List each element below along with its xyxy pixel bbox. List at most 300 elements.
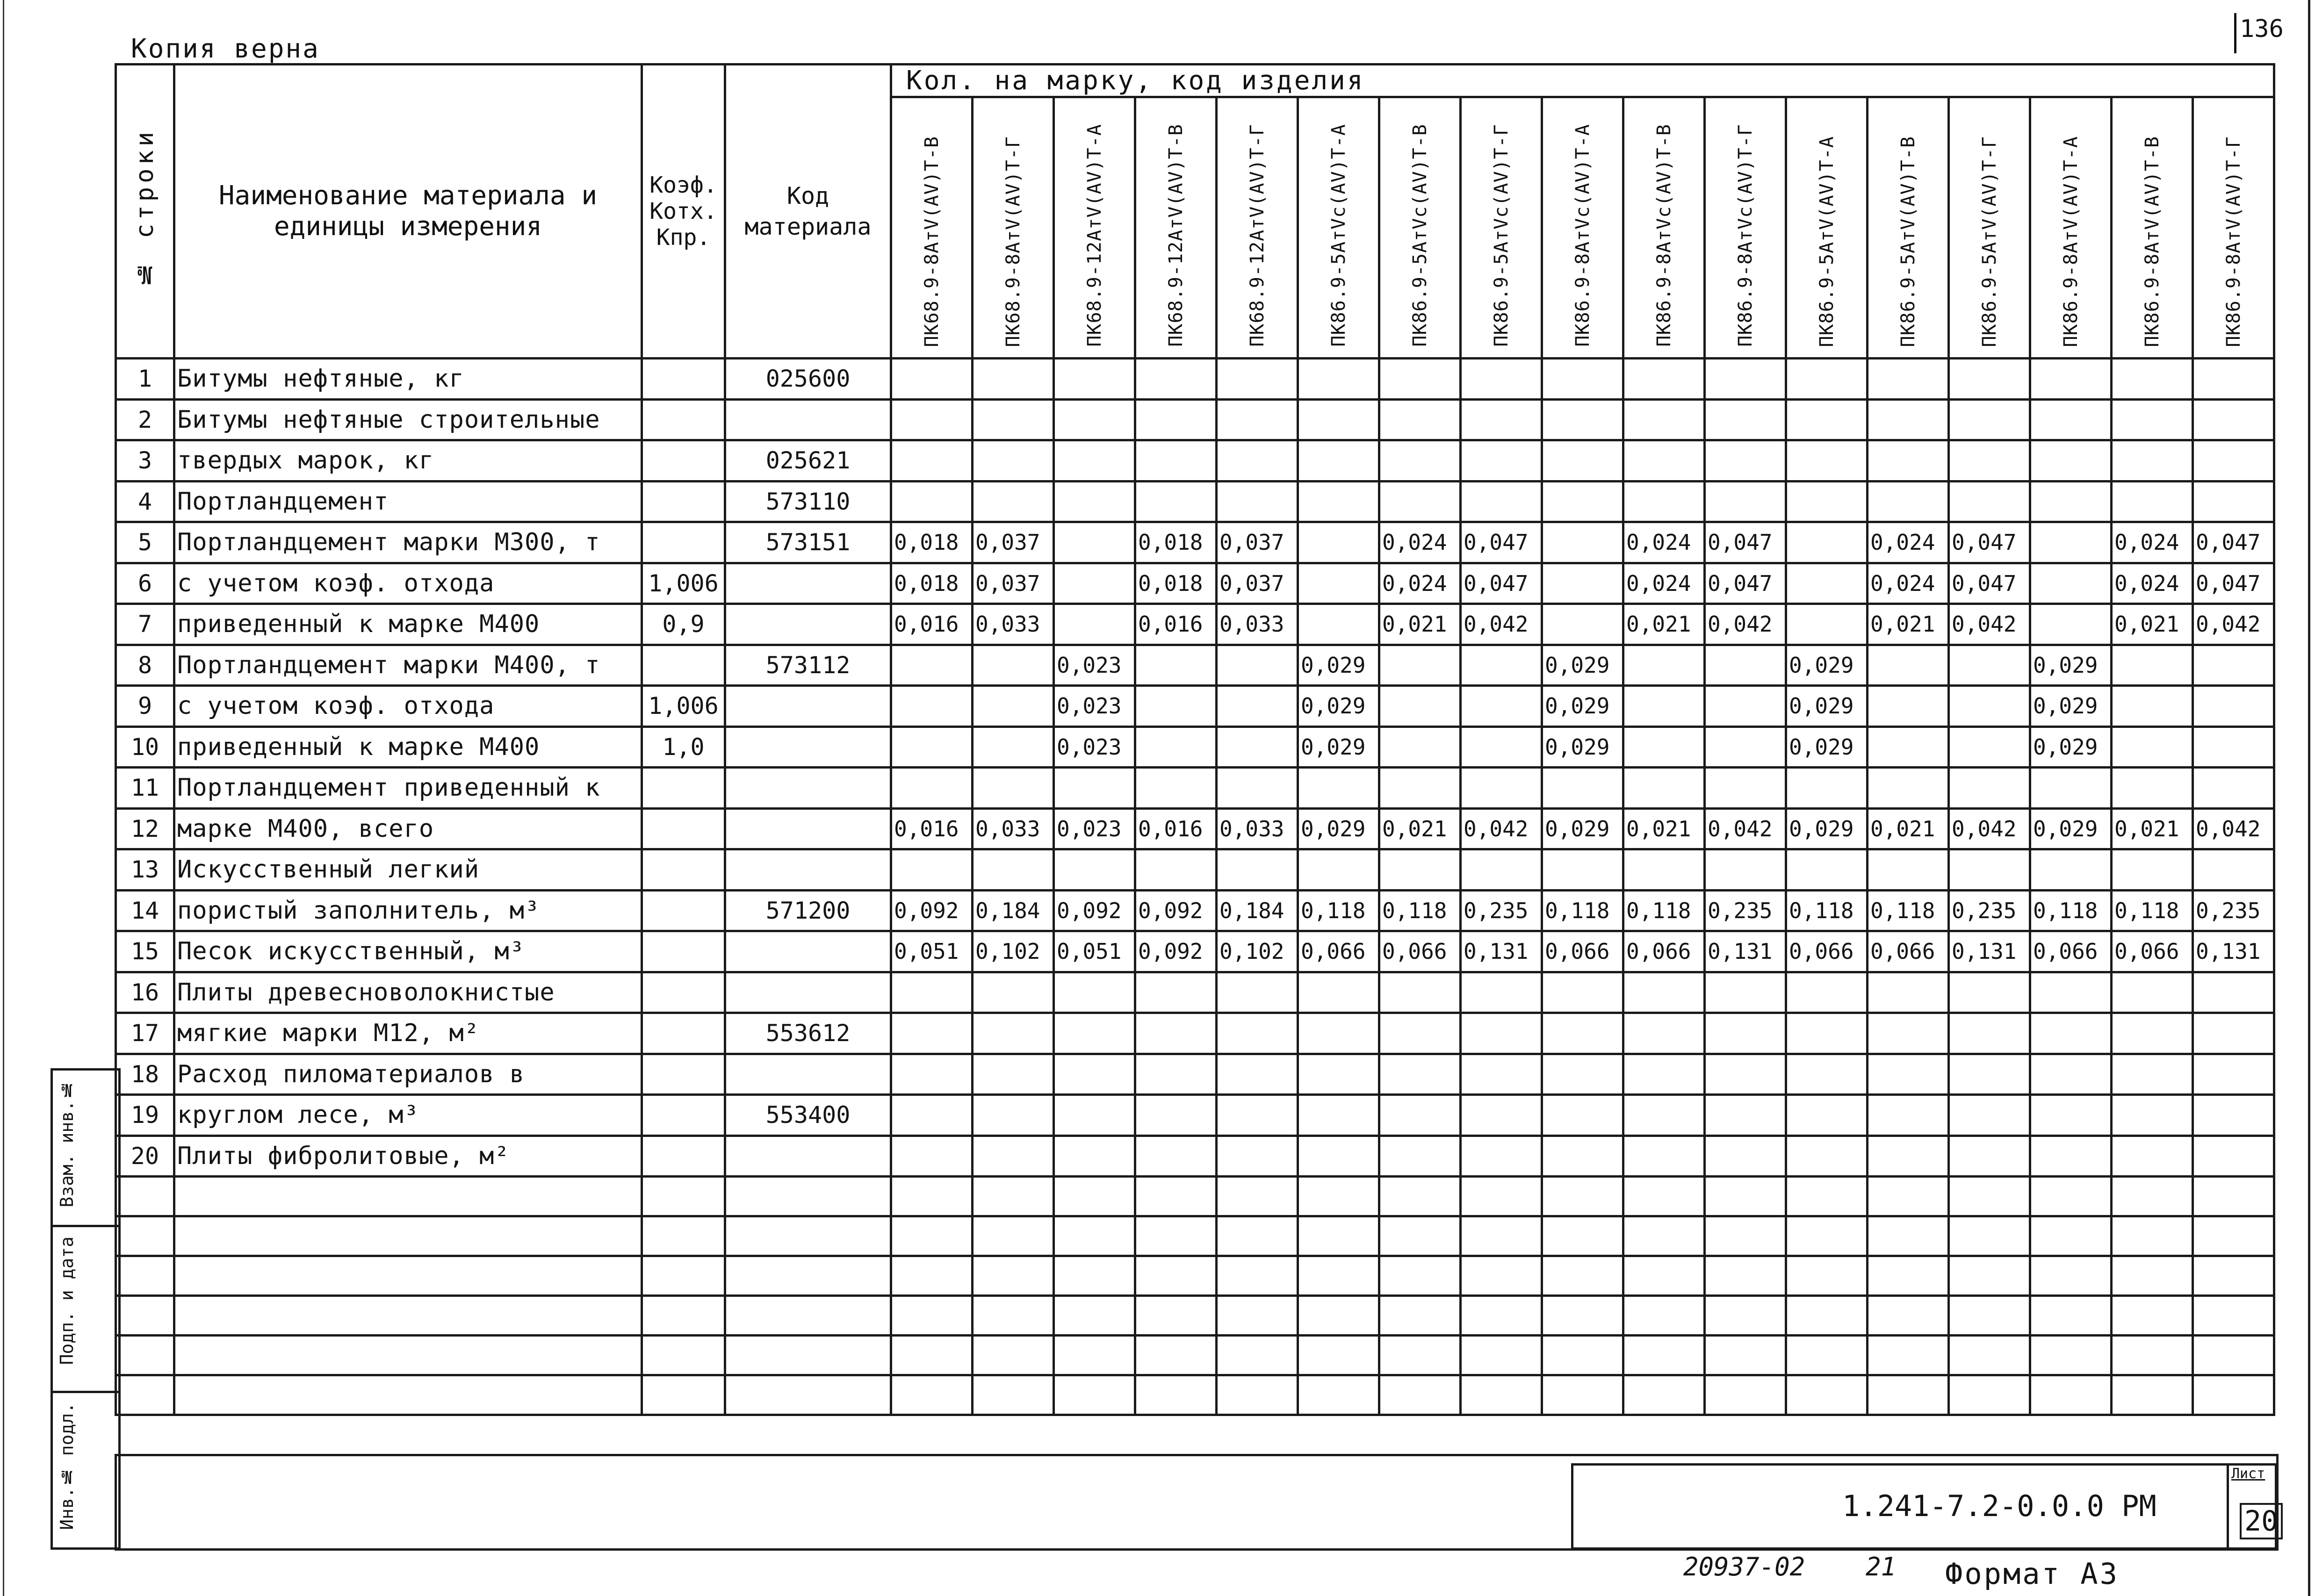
- quantity-cell: [1461, 1013, 1542, 1054]
- header-product-10: ПК86.9-8АтVc(AV)Т-В: [1623, 97, 1705, 359]
- header-quantity-per-product: Кол. на марку, код изделия: [891, 65, 2274, 97]
- quantity-cell: 0,029: [1298, 645, 1379, 686]
- quantity-cell: [973, 686, 1054, 727]
- quantity-cell: [891, 768, 973, 809]
- quantity-cell: [973, 1095, 1054, 1136]
- row-number: 8: [116, 645, 174, 686]
- quantity-cell: [1298, 440, 1379, 482]
- coefficient: [642, 849, 725, 891]
- quantity-cell: [973, 1054, 1054, 1095]
- quantity-cell: [891, 1136, 973, 1177]
- material-code: 553612: [725, 1013, 891, 1054]
- empty-cell: [1542, 1375, 1623, 1415]
- empty-table-row: [116, 1375, 2274, 1415]
- quantity-cell: [1705, 849, 1786, 891]
- quantity-cell: [973, 1013, 1054, 1054]
- quantity-cell: [2030, 440, 2112, 482]
- quantity-cell: [1135, 440, 1217, 482]
- quantity-cell: [1461, 1095, 1542, 1136]
- quantity-cell: [2030, 849, 2112, 891]
- empty-cell: [1542, 1216, 1623, 1256]
- empty-cell: [642, 1336, 725, 1375]
- quantity-cell: 0,051: [1054, 931, 1135, 972]
- empty-table-row: [116, 1336, 2274, 1375]
- row-number: 10: [116, 726, 174, 768]
- header-row-number: № строки: [116, 65, 174, 359]
- quantity-cell: [1298, 522, 1379, 563]
- quantity-cell: [1705, 440, 1786, 482]
- quantity-cell: 0,021: [2112, 604, 2193, 645]
- empty-cell: [1379, 1336, 1461, 1375]
- empty-cell: [642, 1375, 725, 1415]
- coefficient: [642, 972, 725, 1013]
- empty-cell: [1542, 1296, 1623, 1336]
- quantity-cell: [1379, 1054, 1461, 1095]
- table-row: [116, 645, 2274, 686]
- empty-cell: [642, 1296, 725, 1336]
- page-number: 136: [2240, 15, 2284, 43]
- empty-cell: [2193, 1177, 2274, 1216]
- material-code: 573110: [725, 481, 891, 522]
- material-name: Портландцемент приведенный к: [174, 768, 642, 809]
- quantity-cell: [1054, 563, 1135, 604]
- empty-cell: [116, 1256, 174, 1296]
- empty-cell: [1949, 1216, 2030, 1256]
- quantity-cell: [2193, 1136, 2274, 1177]
- material-code: [725, 686, 891, 727]
- empty-cell: [174, 1336, 642, 1375]
- quantity-cell: 0,131: [1949, 931, 2030, 972]
- quantity-cell: 0,033: [973, 604, 1054, 645]
- quantity-cell: [2112, 686, 2193, 727]
- row-number: 6: [116, 563, 174, 604]
- quantity-cell: [1949, 359, 2030, 400]
- quantity-cell: [2030, 1136, 2112, 1177]
- header-product-17: ПК86.9-8АтV(AV)Т-Г: [2193, 97, 2274, 359]
- row-number: 17: [116, 1013, 174, 1054]
- empty-cell: [1461, 1296, 1542, 1336]
- empty-cell: [1054, 1296, 1135, 1336]
- quantity-cell: [2112, 1095, 2193, 1136]
- material-name: Битумы нефтяные строительные: [174, 399, 642, 440]
- material-code: 573151: [725, 522, 891, 563]
- material-name: Битумы нефтяные, кг: [174, 359, 642, 400]
- quantity-cell: 0,118: [1542, 890, 1623, 931]
- quantity-cell: [1786, 1095, 1868, 1136]
- quantity-cell: [1054, 522, 1135, 563]
- quantity-cell: [1542, 768, 1623, 809]
- material-name: Портландцемент марки М300, т: [174, 522, 642, 563]
- quantity-cell: [973, 481, 1054, 522]
- empty-cell: [1868, 1336, 1949, 1375]
- quantity-cell: 0,029: [1298, 686, 1379, 727]
- empty-cell: [174, 1216, 642, 1256]
- quantity-cell: [1379, 359, 1461, 400]
- material-name: Плиты древесноволокнистые: [174, 972, 642, 1013]
- empty-cell: [1379, 1216, 1461, 1256]
- quantity-cell: [1623, 1136, 1705, 1177]
- coefficient: [642, 399, 725, 440]
- quantity-cell: [1705, 1054, 1786, 1095]
- quantity-cell: 0,018: [1135, 563, 1217, 604]
- empty-cell: [1135, 1177, 1217, 1216]
- quantity-cell: 0,021: [1623, 604, 1705, 645]
- quantity-cell: [1868, 1095, 1949, 1136]
- quantity-cell: 0,029: [1786, 726, 1868, 768]
- empty-cell: [174, 1256, 642, 1296]
- empty-cell: [174, 1375, 642, 1415]
- quantity-cell: 0,021: [1379, 604, 1461, 645]
- quantity-cell: 0,047: [1461, 522, 1542, 563]
- quantity-cell: [1623, 440, 1705, 482]
- material-code: 553400: [725, 1095, 891, 1136]
- quantity-cell: [1217, 686, 1298, 727]
- quantity-cell: [891, 645, 973, 686]
- quantity-cell: 0,029: [1298, 808, 1379, 849]
- row-number: 19: [116, 1095, 174, 1136]
- header-product-1: ПК68.9-8АтV(AV)Т-В: [891, 97, 973, 359]
- quantity-cell: [1623, 1013, 1705, 1054]
- quantity-cell: [2030, 1054, 2112, 1095]
- header-material-code: Код материала: [725, 65, 891, 359]
- material-code: [725, 1136, 891, 1177]
- quantity-cell: [1217, 440, 1298, 482]
- empty-cell: [2030, 1256, 2112, 1296]
- empty-cell: [1705, 1375, 1786, 1415]
- empty-cell: [1461, 1256, 1542, 1296]
- quantity-cell: [1786, 972, 1868, 1013]
- quantity-cell: [1786, 481, 1868, 522]
- quantity-cell: [2030, 481, 2112, 522]
- quantity-cell: [1623, 686, 1705, 727]
- quantity-cell: 0,118: [1623, 890, 1705, 931]
- empty-table-row: [116, 1256, 2274, 1296]
- material-name: Искусственный легкий: [174, 849, 642, 891]
- quantity-cell: [1379, 399, 1461, 440]
- quantity-cell: [1379, 768, 1461, 809]
- quantity-cell: 0,092: [1054, 890, 1135, 931]
- quantity-cell: [1379, 849, 1461, 891]
- quantity-cell: [973, 440, 1054, 482]
- empty-cell: [1379, 1296, 1461, 1336]
- material-name: марке М400, всего: [174, 808, 642, 849]
- empty-cell: [1705, 1256, 1786, 1296]
- quantity-cell: [2112, 481, 2193, 522]
- empty-cell: [1379, 1177, 1461, 1216]
- quantity-cell: [2112, 972, 2193, 1013]
- quantity-cell: 0,047: [1705, 563, 1786, 604]
- quantity-cell: [891, 440, 973, 482]
- quantity-cell: 0,092: [1135, 890, 1217, 931]
- empty-cell: [2112, 1375, 2193, 1415]
- quantity-cell: [1868, 645, 1949, 686]
- empty-cell: [973, 1177, 1054, 1216]
- table-row: [116, 359, 2274, 400]
- quantity-cell: [891, 1054, 973, 1095]
- quantity-cell: [1786, 1136, 1868, 1177]
- quantity-cell: [1298, 1054, 1379, 1095]
- quantity-cell: 0,023: [1054, 726, 1135, 768]
- empty-cell: [1949, 1336, 2030, 1375]
- table-row: [116, 686, 2274, 727]
- header-product-4: ПК68.9-12АтV(AV)Т-В: [1135, 97, 1217, 359]
- empty-cell: [1298, 1216, 1379, 1256]
- quantity-cell: [2193, 1095, 2274, 1136]
- empty-cell: [2112, 1336, 2193, 1375]
- quantity-cell: [1705, 726, 1786, 768]
- empty-cell: [1461, 1216, 1542, 1256]
- quantity-cell: [891, 849, 973, 891]
- quantity-cell: [2030, 972, 2112, 1013]
- empty-cell: [1868, 1256, 1949, 1296]
- table-row: [116, 808, 2274, 849]
- quantity-cell: [1461, 1054, 1542, 1095]
- quantity-cell: 0,021: [2112, 808, 2193, 849]
- coefficient: [642, 522, 725, 563]
- empty-cell: [1949, 1256, 2030, 1296]
- quantity-cell: 0,184: [1217, 890, 1298, 931]
- empty-cell: [2030, 1216, 2112, 1256]
- material-code: [725, 1054, 891, 1095]
- row-number: 20: [116, 1136, 174, 1177]
- quantity-cell: 0,118: [1786, 890, 1868, 931]
- quantity-cell: 0,066: [1298, 931, 1379, 972]
- quantity-cell: 0,235: [2193, 890, 2274, 931]
- empty-cell: [1623, 1296, 1705, 1336]
- quantity-cell: [1786, 768, 1868, 809]
- quantity-cell: [891, 726, 973, 768]
- quantity-cell: [2030, 399, 2112, 440]
- row-number: 7: [116, 604, 174, 645]
- quantity-cell: [1054, 359, 1135, 400]
- quantity-cell: [1298, 849, 1379, 891]
- quantity-cell: 0,037: [973, 563, 1054, 604]
- quantity-cell: [2112, 1054, 2193, 1095]
- quantity-cell: 0,024: [1623, 522, 1705, 563]
- table-row: [116, 726, 2274, 768]
- quantity-cell: [973, 399, 1054, 440]
- quantity-cell: [1542, 359, 1623, 400]
- material-name: пористый заполнитель, м³: [174, 890, 642, 931]
- empty-cell: [1786, 1375, 1868, 1415]
- table-row: [116, 931, 2274, 972]
- quantity-cell: 0,024: [1379, 563, 1461, 604]
- empty-cell: [116, 1336, 174, 1375]
- quantity-cell: 0,066: [1379, 931, 1461, 972]
- empty-cell: [642, 1216, 725, 1256]
- coefficient: [642, 768, 725, 809]
- empty-cell: [1623, 1216, 1705, 1256]
- quantity-cell: 0,029: [1298, 726, 1379, 768]
- quantity-cell: [1705, 1013, 1786, 1054]
- quantity-cell: [1542, 1054, 1623, 1095]
- material-code: [725, 604, 891, 645]
- quantity-cell: [1379, 481, 1461, 522]
- quantity-cell: [1461, 359, 1542, 400]
- copy-certification-note: Копия верна: [131, 34, 320, 64]
- empty-cell: [116, 1375, 174, 1415]
- empty-cell: [2193, 1256, 2274, 1296]
- quantity-cell: 0,235: [1949, 890, 2030, 931]
- quantity-cell: [1217, 768, 1298, 809]
- empty-cell: [891, 1375, 973, 1415]
- quantity-cell: [2112, 768, 2193, 809]
- quantity-cell: [1949, 972, 2030, 1013]
- coefficient: 1,006: [642, 563, 725, 604]
- empty-cell: [1461, 1336, 1542, 1375]
- quantity-cell: [2030, 563, 2112, 604]
- quantity-cell: [1542, 604, 1623, 645]
- empty-cell: [2030, 1177, 2112, 1216]
- quantity-cell: [1054, 1013, 1135, 1054]
- quantity-cell: 0,066: [2030, 931, 2112, 972]
- quantity-cell: 0,066: [2112, 931, 2193, 972]
- quantity-cell: [1217, 645, 1298, 686]
- empty-cell: [116, 1296, 174, 1336]
- quantity-cell: [1705, 645, 1786, 686]
- quantity-cell: 0,042: [1461, 808, 1542, 849]
- quantity-cell: 0,235: [1461, 890, 1542, 931]
- quantity-cell: [1461, 645, 1542, 686]
- header-product-14: ПК86.9-5АтV(AV)Т-Г: [1949, 97, 2030, 359]
- quantity-cell: [1786, 1013, 1868, 1054]
- quantity-cell: [1949, 726, 2030, 768]
- document-code: 1.241-7.2-0.0.0 РМ: [1842, 1489, 2156, 1523]
- material-code: [725, 563, 891, 604]
- quantity-cell: [1217, 481, 1298, 522]
- header-product-11: ПК86.9-8АтVc(AV)Т-Г: [1705, 97, 1786, 359]
- quantity-cell: [1461, 972, 1542, 1013]
- row-number: 4: [116, 481, 174, 522]
- approval-side-strip: [50, 1068, 121, 1550]
- quantity-cell: [2112, 726, 2193, 768]
- empty-cell: [116, 1177, 174, 1216]
- quantity-cell: [1705, 768, 1786, 809]
- quantity-cell: [1054, 604, 1135, 645]
- material-code: [725, 972, 891, 1013]
- quantity-cell: 0,029: [2030, 808, 2112, 849]
- quantity-cell: 0,042: [2193, 604, 2274, 645]
- quantity-cell: [2112, 1136, 2193, 1177]
- quantity-cell: [891, 481, 973, 522]
- empty-cell: [1135, 1296, 1217, 1336]
- quantity-cell: [2112, 849, 2193, 891]
- materials-table: [115, 63, 2275, 1416]
- empty-cell: [1217, 1375, 1298, 1415]
- empty-cell: [1705, 1216, 1786, 1256]
- empty-cell: [1298, 1336, 1379, 1375]
- quantity-cell: 0,042: [1949, 604, 2030, 645]
- material-name: с учетом коэф. отхода: [174, 563, 642, 604]
- empty-cell: [1298, 1296, 1379, 1336]
- empty-cell: [2112, 1296, 2193, 1336]
- header-product-7: ПК86.9-5АтVc(AV)Т-В: [1379, 97, 1461, 359]
- quantity-cell: [2193, 849, 2274, 891]
- empty-cell: [725, 1216, 891, 1256]
- quantity-cell: [1135, 359, 1217, 400]
- right-frame-line: [2308, 0, 2310, 1596]
- quantity-cell: [1868, 1054, 1949, 1095]
- empty-cell: [1542, 1177, 1623, 1216]
- row-number: 11: [116, 768, 174, 809]
- quantity-cell: [973, 726, 1054, 768]
- empty-cell: [725, 1177, 891, 1216]
- quantity-cell: [1298, 563, 1379, 604]
- quantity-cell: 0,029: [1542, 726, 1623, 768]
- quantity-cell: [1542, 1013, 1623, 1054]
- empty-cell: [1217, 1216, 1298, 1256]
- quantity-cell: [1054, 440, 1135, 482]
- quantity-cell: [891, 359, 973, 400]
- table-row: [116, 972, 2274, 1013]
- quantity-cell: [1542, 399, 1623, 440]
- quantity-cell: [2193, 972, 2274, 1013]
- empty-cell: [1623, 1256, 1705, 1296]
- inventory-sheet: 21: [1866, 1552, 1897, 1582]
- quantity-cell: [2112, 645, 2193, 686]
- empty-cell: [2030, 1375, 2112, 1415]
- quantity-cell: [1542, 849, 1623, 891]
- quantity-cell: [891, 1095, 973, 1136]
- quantity-cell: [973, 1136, 1054, 1177]
- empty-cell: [973, 1375, 1054, 1415]
- quantity-cell: [1705, 972, 1786, 1013]
- coefficient: [642, 440, 725, 482]
- quantity-cell: [1949, 1095, 2030, 1136]
- quantity-cell: 0,029: [2030, 645, 2112, 686]
- quantity-cell: [2193, 726, 2274, 768]
- empty-cell: [1217, 1296, 1298, 1336]
- quantity-cell: [1135, 768, 1217, 809]
- header-product-13: ПК86.9-5АтV(AV)Т-В: [1868, 97, 1949, 359]
- empty-cell: [725, 1336, 891, 1375]
- quantity-cell: 0,066: [1868, 931, 1949, 972]
- quantity-cell: [1135, 1136, 1217, 1177]
- quantity-cell: 0,033: [973, 808, 1054, 849]
- quantity-cell: [1705, 1136, 1786, 1177]
- quantity-cell: [1379, 1013, 1461, 1054]
- quantity-cell: [1379, 1136, 1461, 1177]
- page-number-divider: [2234, 13, 2236, 53]
- material-name: твердых марок, кг: [174, 440, 642, 482]
- quantity-cell: [2193, 768, 2274, 809]
- empty-cell: [1135, 1216, 1217, 1256]
- quantity-cell: [1135, 399, 1217, 440]
- quantity-cell: 0,029: [1786, 686, 1868, 727]
- sheet-number: 20: [2240, 1503, 2283, 1539]
- table-row: [116, 1095, 2274, 1136]
- empty-cell: [116, 1216, 174, 1256]
- empty-cell: [1135, 1375, 1217, 1415]
- row-number: 14: [116, 890, 174, 931]
- quantity-cell: 0,184: [973, 890, 1054, 931]
- empty-cell: [642, 1177, 725, 1216]
- quantity-cell: 0,047: [1949, 563, 2030, 604]
- row-number: 18: [116, 1054, 174, 1095]
- empty-cell: [1135, 1256, 1217, 1296]
- quantity-cell: [1298, 399, 1379, 440]
- quantity-cell: [1786, 399, 1868, 440]
- empty-cell: [1786, 1177, 1868, 1216]
- coefficient: [642, 931, 725, 972]
- coefficient: [642, 890, 725, 931]
- quantity-cell: [1542, 440, 1623, 482]
- quantity-cell: [1705, 481, 1786, 522]
- empty-cell: [2112, 1177, 2193, 1216]
- quantity-cell: 0,037: [1217, 563, 1298, 604]
- header-material-name: Наименование материала и единицы измерения: [174, 65, 642, 359]
- empty-table-row: [116, 1216, 2274, 1256]
